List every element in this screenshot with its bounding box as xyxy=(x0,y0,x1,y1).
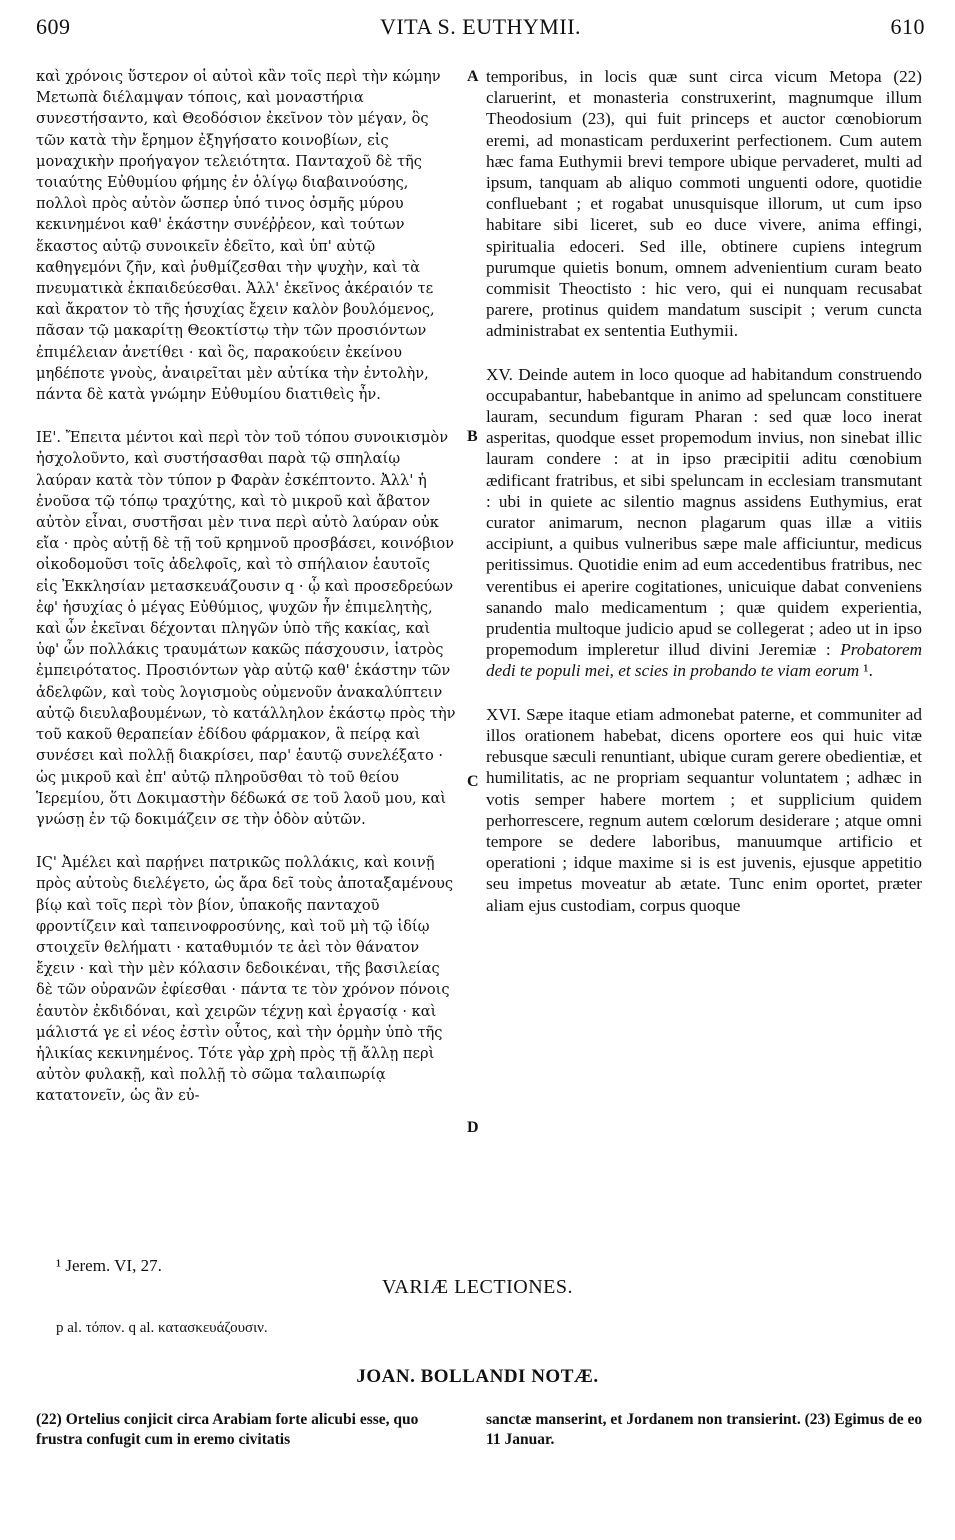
jeremiah-quote: Probatorem dedi te populi mei, et scies in probando te viam eorum xyxy=(486,640,922,681)
margin-letter-a: A xyxy=(467,68,479,85)
footnote-marker: ¹. xyxy=(859,661,873,681)
variae-lectiones-title: VARIÆ LECTIONES. xyxy=(382,1276,573,1298)
latin-paragraph-16: XVI. Sæpe itaque etiam admonebat paterne, et communiter ad illos orationem habebat, dicens oportere eos qui huic vitæ rebusque sæculi renuntiant, ubique curam gerere obedientiæ, et humilitatis, ac ne propriam sequantur voluntatem ; adhæc in votis semper habere mortem ; et supplicium quidem perhorrescere, regnum autem cœlorum desiderare ; atque omni tempore se dedere laboribus, manuumque artificio et operationi ; idque maxime si is est juvenis, ejusque appetitio seu impetus moveatur ab ætate. Tunc enim oportet, præter aliam ejus custodiam, corpus quoque xyxy=(486,704,922,915)
greek-column xyxy=(36,66,456,1107)
page-number-right: 610 xyxy=(890,14,925,39)
latin-paragraph-15 xyxy=(486,364,922,682)
bollandi-note-left: (22) Ortelius conjicit circa Arabiam forte alicubi esse, quo frustra confugit cum in eremo civitatis xyxy=(36,1411,419,1448)
margin-letter-b: B xyxy=(467,428,478,445)
margin-letter-c: C xyxy=(467,773,479,790)
margin-letter-d: D xyxy=(467,1119,479,1136)
bollandi-notes-title: JOAN. BOLLANDI NOTÆ. xyxy=(356,1366,599,1387)
latin-column xyxy=(486,66,922,916)
latin-paragraph-15-text: XV. Deinde autem in loco quoque ad habitandum construendo occupabantur, habebantque in animo ad speluncam constituere lauram, secundum figuram Pharan : sed quæ loco inerat asperitas, quodque esset propemodum invius, non sinebat illic lauram condere : at in ipso præcipitii aditu cœnobium ædificant fratribus, et sibi speluncam in ecclesiam transmutant : ubi in quiete ac silentio magnus assidens Euthymius, erat curator animarum, necnon plagarum quas illæ a vitiis accipiunt, a quibus vulneribus sæpe male afficiuntur, medicus peritissimus. Quotidie enim ad eum accedentibus fratribus, nec verentibus ei aperire cogitationes, unicuique dabat conveniens sanando malo medicamentum ; quæ quidem experientia, prudentia multoque judicio apud se collegerat ; adeo ut in ipso propemodum impleretur illud divini Jeremiæ : xyxy=(486,364,922,660)
greek-paragraph-15: ΙΕ'. Ἔπειτα μέντοι καὶ περὶ τὸν τοῦ τόπου συνοικισμὸν ἠσχολοῦντο, καὶ συστήσασθαι παρὰ τῷ σπηλαίῳ λαύραν κατὰ τὸν τύπον p Φαρὰν ἐσκέπτοντο. Ἀλλ' ἡ ἐνοῦσα τῷ τόπῳ τραχύτης, καὶ τὸ μικροῦ καὶ ἄβατον αὐτὸν εἶναι, συστῆσαι μὲν τινα περὶ αὐτὸ λαύραν οὐκ εἴα · πρὸς αὐτῇ δὲ τῇ τοῦ κρημνοῦ προσβάσει, κοινόβιον οἰκοδομοῦσι τοῖς ἀδελφοῖς, καὶ τὸ σπήλαιον ἑαυτοῖς εἰς Ἐκκλησίαν μετασκευάζουσιν q · ᾧ καὶ προσεδρεύων ἐφ' ἡσυχίας ὁ μέγας Εὐθύμιος, ψυχῶν ἦν ἐπιμελητὴς, καὶ ὧν ἐκεῖναι δέχονται πληγῶν ὑπὸ τῆς κακίας, καὶ ὑφ' ὧν πολλάκις τραυμάτων κακῶς πάσχουσιν, ἰατρὸς ἐμπειρότατος. Προσιόντων γὰρ αὐτῷ καθ' ἑκάστην τῶν ἀδελφῶν, καὶ τοὺς λογισμοὺς οὐμενοῦν ἀνακαλύπτειν αὐτῷ διευλαβουμένων, τὸ κατάλληλον ἑκάστῳ πρὸς τὴν τοῦ κακοῦ θεραπείαν ἐδίδου φάρμακον, ἃ πείρᾳ καὶ συνέσει καὶ πολλῇ διακρίσει, παρ' ἑαυτῷ συνελέξατο · ὡς μικροῦ καὶ ἐπ' αὐτῷ πληροῦσθαι τὸ τοῦ θείου Ἱερεμίου, ὅτι Δοκιμαστὴν δέδωκά σε τοῦ λαοῦ μου, καὶ γνώσῃ ἐν τῷ δοκιμάζειν σε τὴν ὁδὸν αὐτῶν. xyxy=(36,429,456,828)
footnote: ¹ Jerem. VI, 27. xyxy=(56,1256,162,1275)
bollandi-note-right: sanctæ manserint, et Jordanem non transierint. (23) Egimus de eo 11 Januar. xyxy=(486,1411,923,1448)
greek-paragraph-1: καὶ χρόνοις ὕστερον οἱ αὐτοὶ κἂν τοῖς περὶ τὴν κώμην Μετωπὰ διέλαμψαν τόποις, καὶ μοναστήρια συνεστήσαντο, καὶ Θεοδόσιον ἐκεῖνον τὸν μέγαν, ὃς τῶν κατὰ τὴν ἔρημον ἐξηγήσατο κοινοβίων, εἰς μοναχικὴν προήγαγον τελειότητα. Πανταχοῦ δὲ τῆς τοιαύτης Εὐθυμίου φήμης ἐν ὀλίγῳ διαβαινούσης, πολλοὶ πρὸς αὐτὸν ὥσπερ ὑπό τινος ὀσμῆς μύρου κεκινημένοι καθ' ἑκάστην συνέῤῥεον, καὶ τούτων ἕκαστος αὐτῷ συνοικεῖν ἐδεῖτο, καὶ ὑπ' αὐτῷ καθηγεμόνι ζῆν, καὶ ῥυθμίζεσθαι τὴν ψυχὴν, καὶ τὰ πνευματικὰ ἐκπαιδεύεσθαι. Ἀλλ' ἐκεῖνος ἀκέραιόν τε καὶ ἄκρατον τὸ τῆς ἡσυχίας ἔχειν καλὸν βουλόμενος, πᾶσαν τῷ μακαρίτῃ Θεοκτίστῳ τὴν τῶν προσιόντων ἐπιμέλειαν ἀνετίθει · καὶ ὃς, παρακούειν ἐκείνου μηδέποτε γνοὺς, ἀναιρεῖται μὲν αὐτίκα τὴν ἐντολὴν, πάντα δὲ κατὰ γνώμην Εὐθυμίου διατιθεὶς ἦν. xyxy=(36,68,441,404)
page-number-left: 609 xyxy=(36,14,71,39)
running-title: VITA S. EUTHYMII. xyxy=(379,14,582,39)
latin-paragraph-1: temporibus, in locis quæ sunt circa vicum Metopa (22) claruerint, et monasteria construxerint, magnumque illum Theodosium (23), qui fuit princeps et auctor cœnobiorum eremi, ad monasticam perduxerint perfectionem. Cum autem hæc fama Euthymii brevi tempore ubique pervaderet, multi ad ipsum, tanquam ab aliquo commoti unguenti odore, quotidie confluebant ; et rogabat unusquisque illorum, ut cum ipso habitare sibi liceret, sub eo duce vivere, anima effingi, spiritualia edoceri. Sed ille, obtinere cupiens integrum purumque quietis bonum, omnem advenientium curam beato commisit Theoctisto : hic vero, qui ei nunquam recusabat parere, protinus quidem mandatum suscipit ; verum cuncta administrabat ex sententia Euthymii. xyxy=(486,67,922,341)
variae-lectiones-text: p al. τόπον. q al. κατασκευάζουσιν. xyxy=(56,1320,268,1336)
greek-paragraph-16: ΙϚ' Ἀμέλει καὶ παρῄνει πατρικῶς πολλάκις, καὶ κοινῇ πρὸς αὐτοὺς διελέγετο, ὡς ἄρα δεῖ τοὺς ἀποταξαμένους βίῳ καὶ τοῖς περὶ τὸν βίον, ὑπακοῆς πανταχοῦ φροντίζειν καὶ ταπεινοφροσύνης, καὶ τοῦ μὴ τῷ ἰδίῳ στοιχεῖν θελήματι · καταθυμιόν τε ἀεὶ τὸν θάνατον ἔχειν · καὶ τὴν μὲν κόλασιν δεδοικέναι, τῆς βασιλείας δὲ τῶν οὐρανῶν ἐφίεσθαι · πάντα τε τὸν χρόνον πόνοις ἑαυτὸν ἐκδιδόναι, καὶ χειρῶν τέχνῃ καὶ ἐργασίᾳ · καὶ μάλιστά γε εἰ νέος ἐστὶν οὗτος, καὶ τὴν ὁρμὴν ὑπὸ τῆς ἡλικίας κεκινημένος. Τότε γὰρ χρὴ πρὸς τῇ ἄλλῃ περὶ αὐτὸν φυλακῇ, καὶ πολλῇ τὸ σῶμα ταλαιπωρίᾳ κατατονεῖν, ὡς ἂν εὐ- xyxy=(36,854,454,1105)
page-header xyxy=(36,14,925,50)
